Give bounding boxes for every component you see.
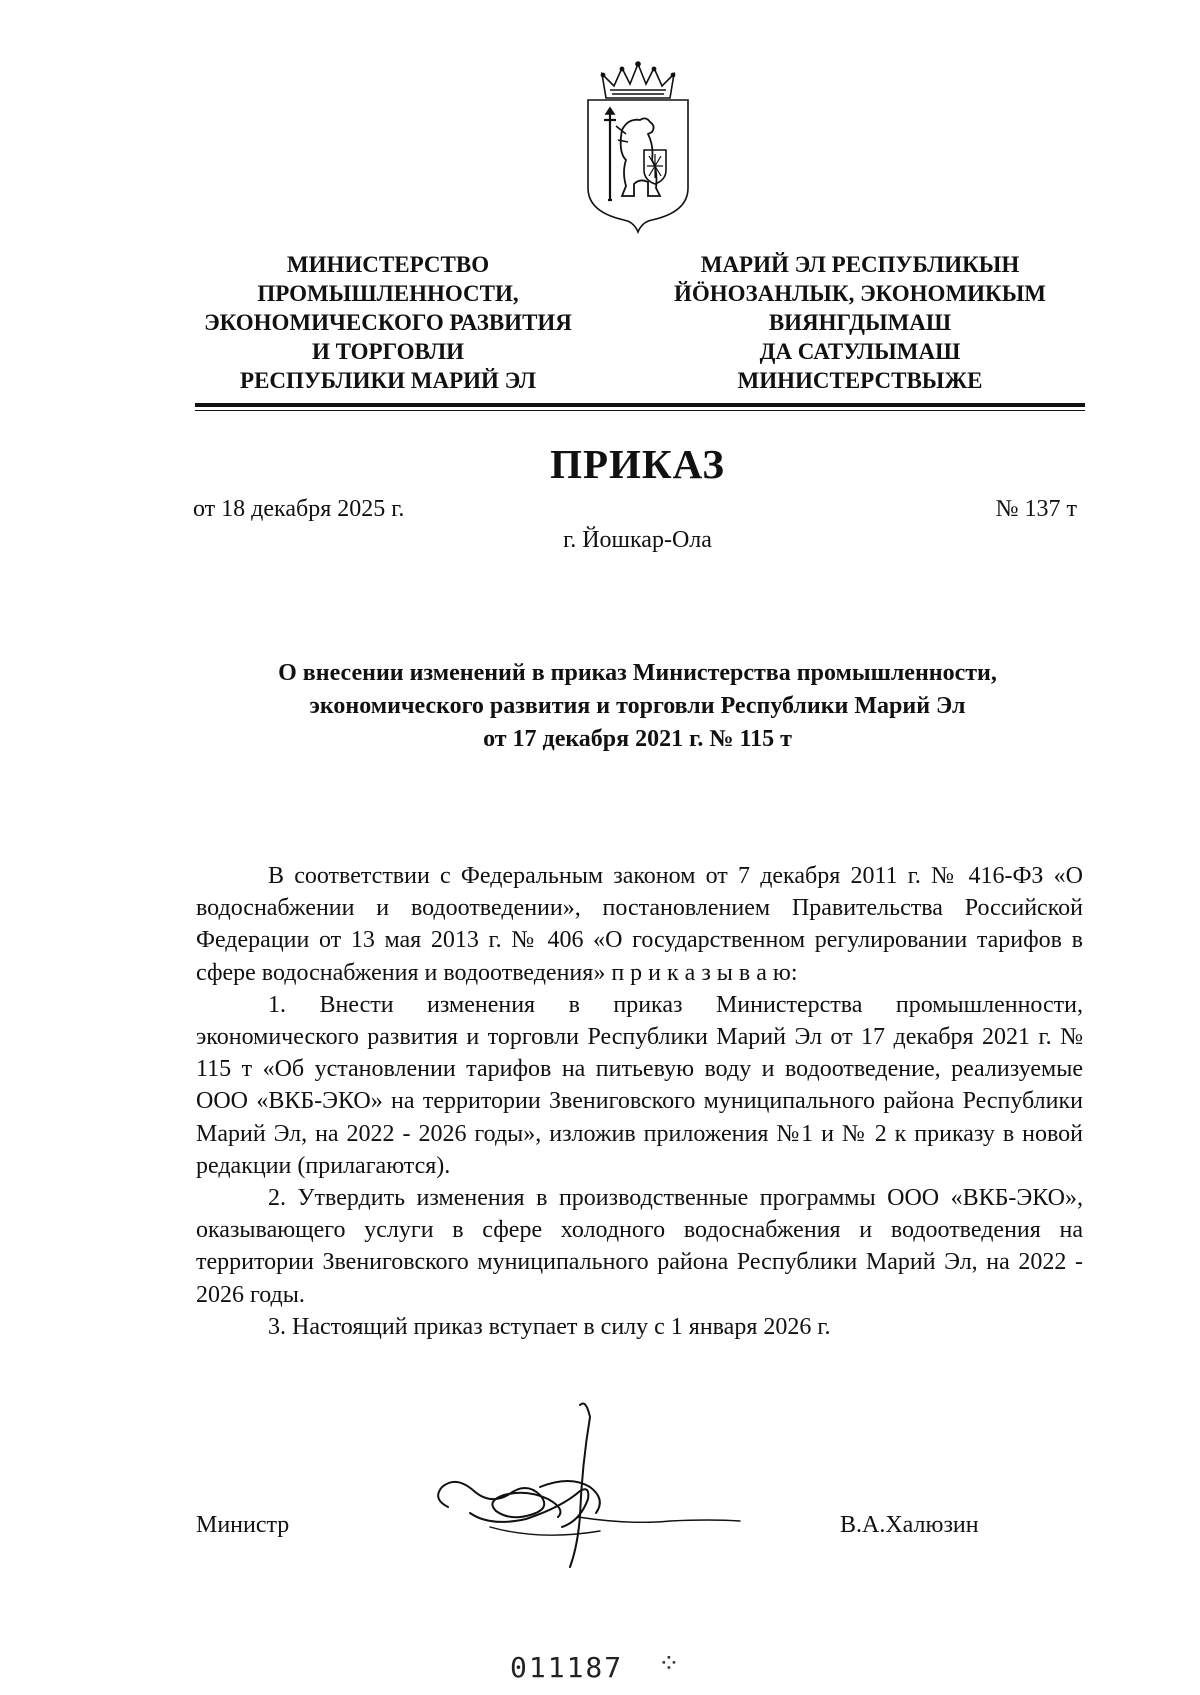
serial-number: 011187 <box>510 1651 624 1684</box>
document-number: № 137 т <box>995 496 1077 522</box>
header-divider-thin <box>195 410 1085 411</box>
subject-line: О внесении изменений в приказ Министерства промышленности, <box>278 660 997 686</box>
body-paragraph-item-1: 1. Внести изменения в приказ Министерства промышленности, экономического развития и торговли Республики Марий Эл от 17 декабря 2021 г. № 115 т «Об установлении тарифов на питьевую воду и водоотведение, реализуемые ООО «ВКБ-ЭКО» на территории Звениговского муниципального района Республики Марий Эл, на 2022 - 2026 годы», изложив приложения №1 и № 2 к приказу в новой редакции (прилагаются). <box>196 991 1083 1179</box>
serial-mark: ⁘ <box>658 1649 680 1678</box>
subject-line: экономического развития и торговли Республики Марий Эл <box>309 693 966 719</box>
ministry-name-line: МИНИСТЕРСТВО <box>286 252 490 277</box>
ministry-name-line: ЙӦНОЗАНЛЫК, ЭКОНОМИКЫМ <box>673 281 1047 306</box>
handwritten-signature <box>430 1395 810 1575</box>
signatory-name: В.А.Халюзин <box>840 1512 979 1538</box>
document-body <box>196 860 1083 1343</box>
signatory-position: Министр <box>196 1512 290 1538</box>
ministry-name-line: МАРИЙ ЭЛ РЕСПУБЛИКЫН <box>700 252 1020 277</box>
body-paragraph-preamble: В соответствии с Федеральным законом от 7 декабря 2011 г. № 416-ФЗ «О водоснабжении и водоотведении», постановлением Правительства Российской Федерации от 13 мая 2013 г. № 406 «О государственном регулировании тарифов в сфере водоснабжения и водоотведения» п р и к а з ы в а ю: <box>196 863 1083 986</box>
document-city: г. Йошкар-Ола <box>563 527 712 553</box>
ministry-name-line: ПРОМЫШЛЕННОСТИ, <box>257 281 519 306</box>
ministry-name-line: ЭКОНОМИЧЕСКОГО РАЗВИТИЯ <box>204 310 572 335</box>
body-paragraph-item-2: 2. Утвердить изменения в производственные программы ООО «ВКБ-ЭКО», оказывающего услуги в сфере холодного водоснабжения и водоотведения на территории Звениговского муниципального района Республики Марий Эл, на 2022 - 2026 годы. <box>196 1185 1083 1308</box>
ministry-name-mari <box>660 250 1060 395</box>
document-subject <box>140 657 1135 756</box>
ministry-name-russian <box>180 250 596 395</box>
ministry-name-line: МИНИСТЕРСТВЫЖЕ <box>737 368 983 393</box>
document-type-title: ПРИКАЗ <box>550 441 725 487</box>
ministry-name-line: ВИЯНГДЫМАШ <box>768 310 952 335</box>
body-paragraph-item-3: 3. Настоящий приказ вступает в силу с 1 января 2026 г. <box>268 1313 831 1340</box>
header-divider-thick <box>195 403 1085 407</box>
document-date: от 18 декабря 2025 г. <box>193 496 405 522</box>
ministry-name-line: ДА САТУЛЫМАШ <box>759 339 961 364</box>
subject-line: от 17 декабря 2021 г. № 115 т <box>483 726 792 752</box>
ministry-name-line: РЕСПУБЛИКИ МАРИЙ ЭЛ <box>240 368 536 393</box>
coat-of-arms-icon <box>582 60 694 235</box>
ministry-name-line: И ТОРГОВЛИ <box>311 339 465 364</box>
